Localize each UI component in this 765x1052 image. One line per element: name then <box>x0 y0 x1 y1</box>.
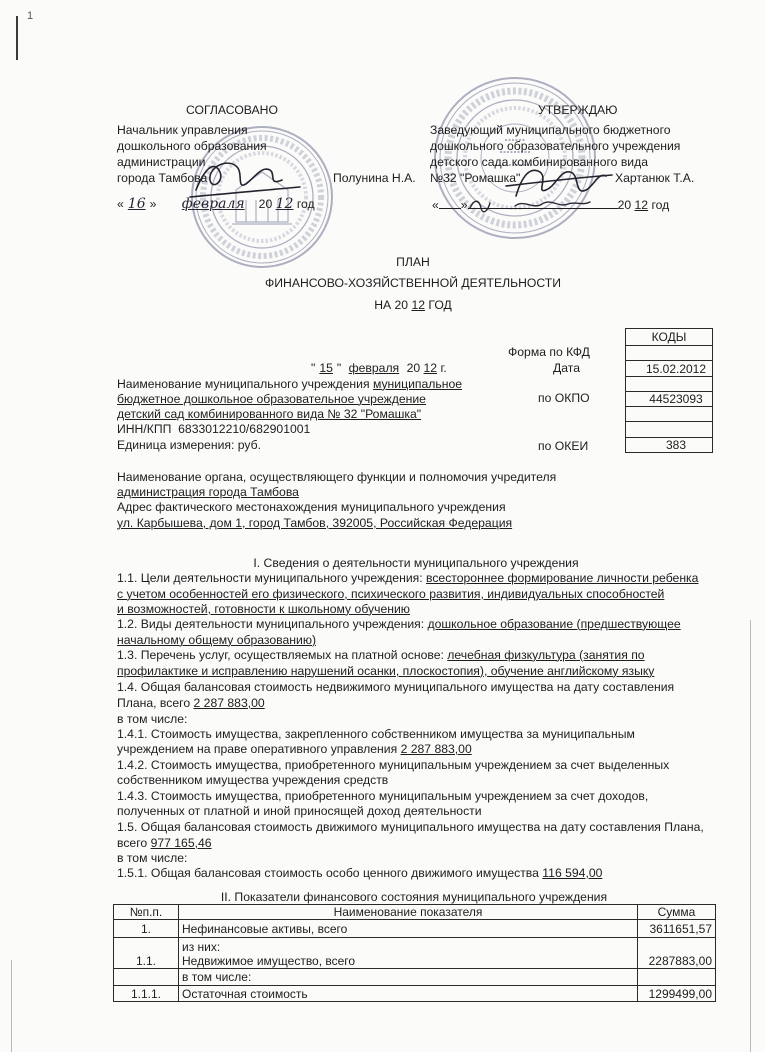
table-row <box>114 920 716 938</box>
row-name-prefix: из них: <box>182 940 221 954</box>
date-day-blank <box>439 197 461 209</box>
item-141-text: учреждением на праве оперативного управления <box>117 742 398 756</box>
date-open-quote: « <box>117 197 124 211</box>
date-day: 16 <box>127 196 146 212</box>
codes-okei-value: 383 <box>626 438 713 453</box>
activities-line <box>117 616 681 632</box>
goals-line <box>117 570 698 586</box>
title-plan: ПЛАН <box>396 255 430 269</box>
paid-services-line <box>117 647 645 663</box>
item-141-text: 1.4.1. Стоимость имущества, закрепленного собственником имущества за муниципальным <box>117 727 635 741</box>
row-name: Нефинансовые активы, всего <box>179 920 638 938</box>
column-header: Наименование показателя <box>179 905 638 920</box>
goals-label: 1.1. Цели деятельности муниципального учреждения: <box>117 571 423 585</box>
approve-right-line: Заведующий муниципального бюджетного <box>430 123 671 137</box>
row-sum: 3611651,57 <box>638 920 716 938</box>
date-month-blank <box>468 197 618 209</box>
plan-date-open-quote: " <box>311 361 316 375</box>
activities-label: 1.2. Виды деятельности муниципального учреждения: <box>117 617 425 631</box>
codes-date-value: 15.02.2012 <box>626 361 713 377</box>
institution-name-part: бюджетное дошкольное образовательное учреждение <box>117 392 426 406</box>
table-row <box>114 938 716 969</box>
item-141-value-line <box>117 741 472 757</box>
title-subtitle: ФИНАНСОВО-ХОЗЯЙСТВЕННОЙ ДЕЯТЕЛЬНОСТИ <box>265 276 561 290</box>
section2-heading: II. Показатели финансового состояния муниципального учреждения <box>220 890 608 904</box>
row-sum: 2287883,00 <box>638 938 716 969</box>
codes-blank-cell <box>626 377 713 392</box>
corner-bracket-mark <box>16 16 18 60</box>
item-142-text: собственником имущества учреждения средств <box>117 773 389 787</box>
item-142-text: 1.4.2. Стоимость имущества, приобретенного муниципальным учреждением за счет выделенных <box>117 758 670 772</box>
approve-left-line: администрации <box>117 155 206 169</box>
item-151-text: 1.5.1. Общая балансовая стоимость особо ценного движимого имущества <box>117 866 539 880</box>
activities-text: дошкольное образование (предшествующее <box>427 617 681 631</box>
row-sum: 1299499,00 <box>638 986 716 1002</box>
plan-date-word: г. <box>440 361 447 375</box>
item-141-value: 2 287 883,00 <box>400 742 472 756</box>
codes-okpo-label: по ОКПО <box>538 391 590 405</box>
institution-name-part: детский сад комбинированного вида № 32 "Ромашка" <box>117 407 422 421</box>
table-header-row <box>114 905 716 920</box>
date-open-quote: « <box>432 198 439 212</box>
inn-kpp: ИНН/КПП 6833012210/682901001 <box>117 422 311 436</box>
date-year: 12 <box>634 198 649 212</box>
movable-text: всего <box>117 836 148 850</box>
codes-okei-label: по ОКЕИ <box>538 439 589 453</box>
table-row <box>114 986 716 1002</box>
plan-date <box>311 360 447 376</box>
item-143-text: полученных от платной и иной приносящей доход деятельности <box>117 804 482 818</box>
codes-date-label: Дата <box>553 361 580 375</box>
scan-edge-left <box>11 960 12 1052</box>
row-name-cell <box>179 938 638 969</box>
real-estate-value: 2 287 883,00 <box>193 696 265 710</box>
approve-right-line: дошкольного образовательного учреждения <box>430 139 681 153</box>
date-century: 20 <box>258 197 273 211</box>
row-name: Остаточная стоимость <box>179 986 638 1002</box>
title-year-value: 12 <box>411 298 426 312</box>
approve-left-line: города Тамбова <box>117 171 208 185</box>
row-number: 1.1.1. <box>114 986 179 1002</box>
date-word: год <box>296 197 315 211</box>
codes-blank-cell <box>626 407 713 422</box>
corner-number: 1 <box>27 10 34 22</box>
approve-right-date <box>432 197 669 213</box>
row-sum <box>638 969 716 986</box>
title-year-prefix: НА 20 <box>374 298 409 312</box>
plan-date-month: февраля <box>348 361 400 375</box>
approve-right-line: №32 "Ромашка" <box>430 171 521 185</box>
title-year <box>113 297 713 313</box>
activities-text: начальному общему образованию) <box>117 633 317 647</box>
approve-left-heading: СОГЛАСОВАНО <box>186 103 278 117</box>
row-name: в том числе: <box>179 969 638 986</box>
section1-heading: I. Сведения о деятельности муниципального учреждения <box>253 556 579 570</box>
column-header: №п.п. <box>114 905 179 920</box>
row-number <box>114 969 179 986</box>
codes-form-cell <box>626 346 713 361</box>
approve-right-line: детского сада комбинированного вида <box>430 155 648 169</box>
paid-services-label: 1.3. Перечень услуг, осуществляемых на платной основе: <box>117 648 444 662</box>
paid-services-text: профилактике и исправлению нарушений осанки, плоскостопия), обучение английскому языку <box>117 664 655 678</box>
real-estate-text: Плана, всего <box>117 696 191 710</box>
plan-date-day: 15 <box>319 361 333 375</box>
codes-form-label: Форма по КФД <box>508 345 590 359</box>
date-year: 12 <box>275 196 294 212</box>
codes-okpo-value: 44523093 <box>626 392 713 407</box>
address-value: ул. Карбышева, дом 1, город Тамбов, 392005, Российская Федерация <box>117 516 513 530</box>
real-estate-text: 1.4. Общая балансовая стоимость недвижимого муниципального имущества на дату составления <box>117 680 675 694</box>
row-name: Недвижимое имущество, всего <box>182 954 356 968</box>
financial-indicators-table <box>113 904 716 1002</box>
plan-date-year: 12 <box>423 361 438 375</box>
plan-date-century: 20 <box>406 361 421 375</box>
date-close-quote: » <box>149 197 157 211</box>
institution-name-part: муниципальное <box>372 377 462 391</box>
address-label: Адрес фактического местонахождения муниципального учреждения <box>117 500 506 514</box>
founder-label: Наименование органа, осуществляющего функции и полномочия учредителя <box>117 470 557 484</box>
codes-blank-cell <box>626 422 713 438</box>
real-estate-total-line <box>117 695 265 711</box>
approve-right-heading: УТВЕРЖДАЮ <box>538 103 618 117</box>
approve-left-line: дошкольного образования <box>117 139 267 153</box>
codes-table <box>625 328 713 453</box>
date-word: год <box>651 198 670 212</box>
row-number: 1.1. <box>114 938 179 969</box>
approve-left-signer: Полунина Н.А. <box>333 171 416 185</box>
goals-text: и возможностей, готовности к школьному обучению <box>117 602 410 616</box>
date-month: февраля <box>181 196 245 212</box>
institution-name-line <box>117 376 462 392</box>
item-151-value: 116 594,00 <box>542 866 603 880</box>
including-label: в том числе: <box>117 712 188 726</box>
institution-name-label: Наименование муниципального учреждения <box>117 377 370 391</box>
date-close-quote: » <box>460 198 468 212</box>
title-year-suffix: ГОД <box>428 298 452 312</box>
row-number: 1. <box>114 920 179 938</box>
plan-date-close-quote: " <box>336 361 342 375</box>
approve-left-date <box>117 196 315 212</box>
movable-value: 977 165,46 <box>150 836 212 850</box>
approve-right-signer: Хартанюк Т.А. <box>615 171 695 185</box>
paid-services-text: лечебная физкультура (занятия по <box>447 648 645 662</box>
table-row <box>114 969 716 986</box>
including-label: в том числе: <box>117 851 188 865</box>
goals-text: всестороннее формирование личности ребенка <box>426 571 699 585</box>
approve-left-line: Начальник управления <box>117 123 248 137</box>
unit-of-measure: Единица измерения: руб. <box>117 438 261 452</box>
codes-header: КОДЫ <box>626 329 713 346</box>
movable-total-line <box>117 835 212 851</box>
item-151-line <box>117 865 602 881</box>
scan-edge-right <box>750 620 751 1052</box>
founder-value: администрация города Тамбова <box>117 485 299 499</box>
date-century: 20 <box>617 198 632 212</box>
right-signature <box>506 170 612 196</box>
goals-text: с учетом особенностей его физического, психического развития, индивидуальных способностей <box>117 587 665 601</box>
item-143-text: 1.4.3. Стоимость имущества, приобретенного муниципальным учреждением за счет доходов, <box>117 789 649 803</box>
column-header: Сумма <box>638 905 716 920</box>
movable-text: 1.5. Общая балансовая стоимость движимого муниципального имущества на дату составления Плана, <box>117 820 704 834</box>
